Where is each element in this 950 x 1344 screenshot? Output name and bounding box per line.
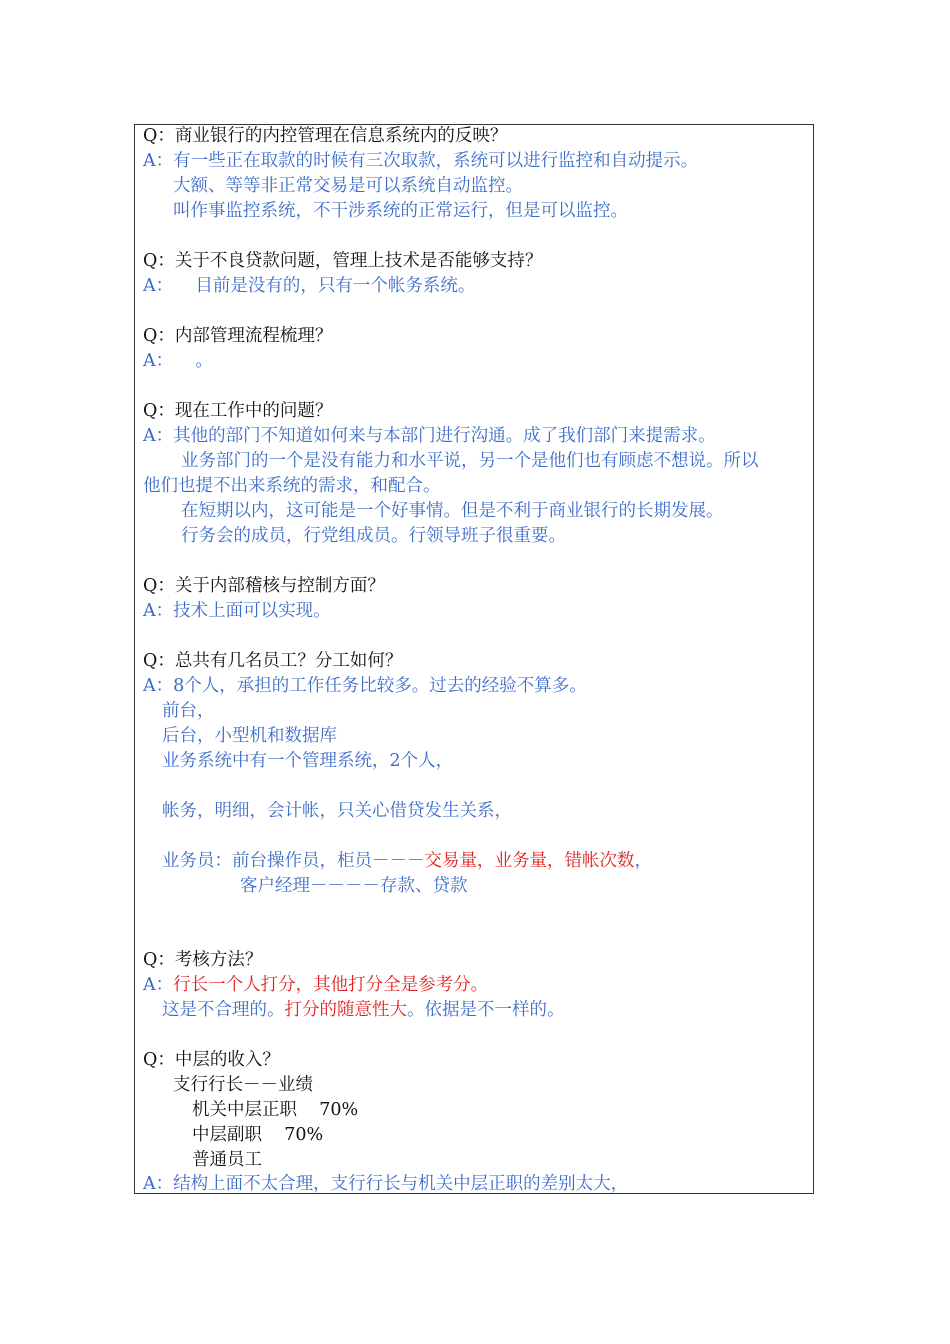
- question-5: Q：关于内部稽核与控制方面？: [143, 576, 385, 596]
- answer-6-line-5: 帐务，明细，会计帐，只关心借贷发生关系，: [162, 801, 512, 821]
- answer-6-line-4: 业务系统中有一个管理系统，2个人，: [162, 751, 454, 771]
- answer-6-roles: 业务员：前台操作员，柜员－－－: [162, 851, 425, 871]
- answer-6-line-3: 后台，小型机和数据库: [162, 726, 337, 746]
- answer-7-text-1: 行长一个人打分，其他打分全是参考分。: [173, 975, 489, 995]
- answer-1-line-3: 叫作事监控系统，不干涉系统的正常运行，但是可以监控。: [173, 201, 628, 221]
- question-3: Q：内部管理流程梳理？: [143, 326, 333, 346]
- answer-3-line-1: A： 。: [143, 351, 213, 371]
- answer-7-text-4: 。依据是不一样的。: [407, 1000, 565, 1020]
- answer-6-line-2: 前台，: [162, 701, 215, 721]
- answer-4-line-1: A：其他的部门不知道如何来与本部门进行沟通。成了我们部门来提需求。: [143, 426, 716, 446]
- answer-1-line-2: 大额、等等非正常交易是可以系统自动监控。: [173, 176, 523, 196]
- income-line-3: 中层副职 70%: [192, 1125, 324, 1145]
- answer-4-line-5: 行务会的成员，行党组成员。行领导班子很重要。: [181, 526, 566, 546]
- answer-7-line-2: [162, 998, 565, 1023]
- answer-4-line-4: 在短期以内，这可能是一个好事情。但是不利于商业银行的长期发展。: [181, 501, 724, 521]
- answer-7-text-2: 这是不合理的。: [162, 1000, 285, 1020]
- answer-1-line-1: A：有一些正在取款的时候有三次取款，系统可以进行监控和自动提示。: [143, 151, 699, 171]
- question-4: Q：现在工作中的问题？: [143, 401, 333, 421]
- question-6: Q：总共有几名员工？分工如何？: [143, 651, 403, 671]
- answer-7-prefix: A：: [143, 975, 174, 995]
- answer-5-line-1: A：技术上面可以实现。: [143, 601, 331, 621]
- answer-6-line-1: A：8个人，承担的工作任务比较多。过去的经验不算多。: [143, 676, 587, 696]
- answer-6-line-6: [162, 849, 652, 874]
- answer-8-line-1: A：结构上面不太合理，支行行长与机关中层正职的差别太大，: [143, 1174, 629, 1194]
- answer-7-text-3: 打分的随意性大: [284, 1000, 407, 1020]
- answer-6-line-7: 客户经理－－－－存款、贷款: [240, 876, 468, 896]
- income-line-1: 支行行长－－业绩: [173, 1075, 313, 1095]
- question-2: Q：关于不良贷款问题，管理上技术是否能够支持？: [143, 251, 543, 271]
- answer-4-line-2: 业务部门的一个是没有能力和水平说，另一个是他们也有顾虑不想说。所以: [181, 451, 759, 471]
- income-line-2: 机关中层正职 70%: [192, 1100, 359, 1120]
- question-7: Q：考核方法？: [143, 950, 263, 970]
- answer-6-comma: ，: [634, 851, 652, 871]
- answer-2-line-1: A： 目前是没有的，只有一个帐务系统。: [143, 276, 476, 296]
- question-8: Q：中层的收入？: [143, 1050, 280, 1070]
- income-line-4: 普通员工: [192, 1150, 262, 1170]
- question-1: Q：商业银行的内控管理在信息系统内的反映？: [143, 126, 508, 146]
- answer-4-line-3: 他们也提不出来系统的需求，和配合。: [143, 476, 441, 496]
- answer-7-line-1: [143, 973, 488, 998]
- answer-6-metrics: 交易量，业务量，错帐次数: [424, 851, 635, 871]
